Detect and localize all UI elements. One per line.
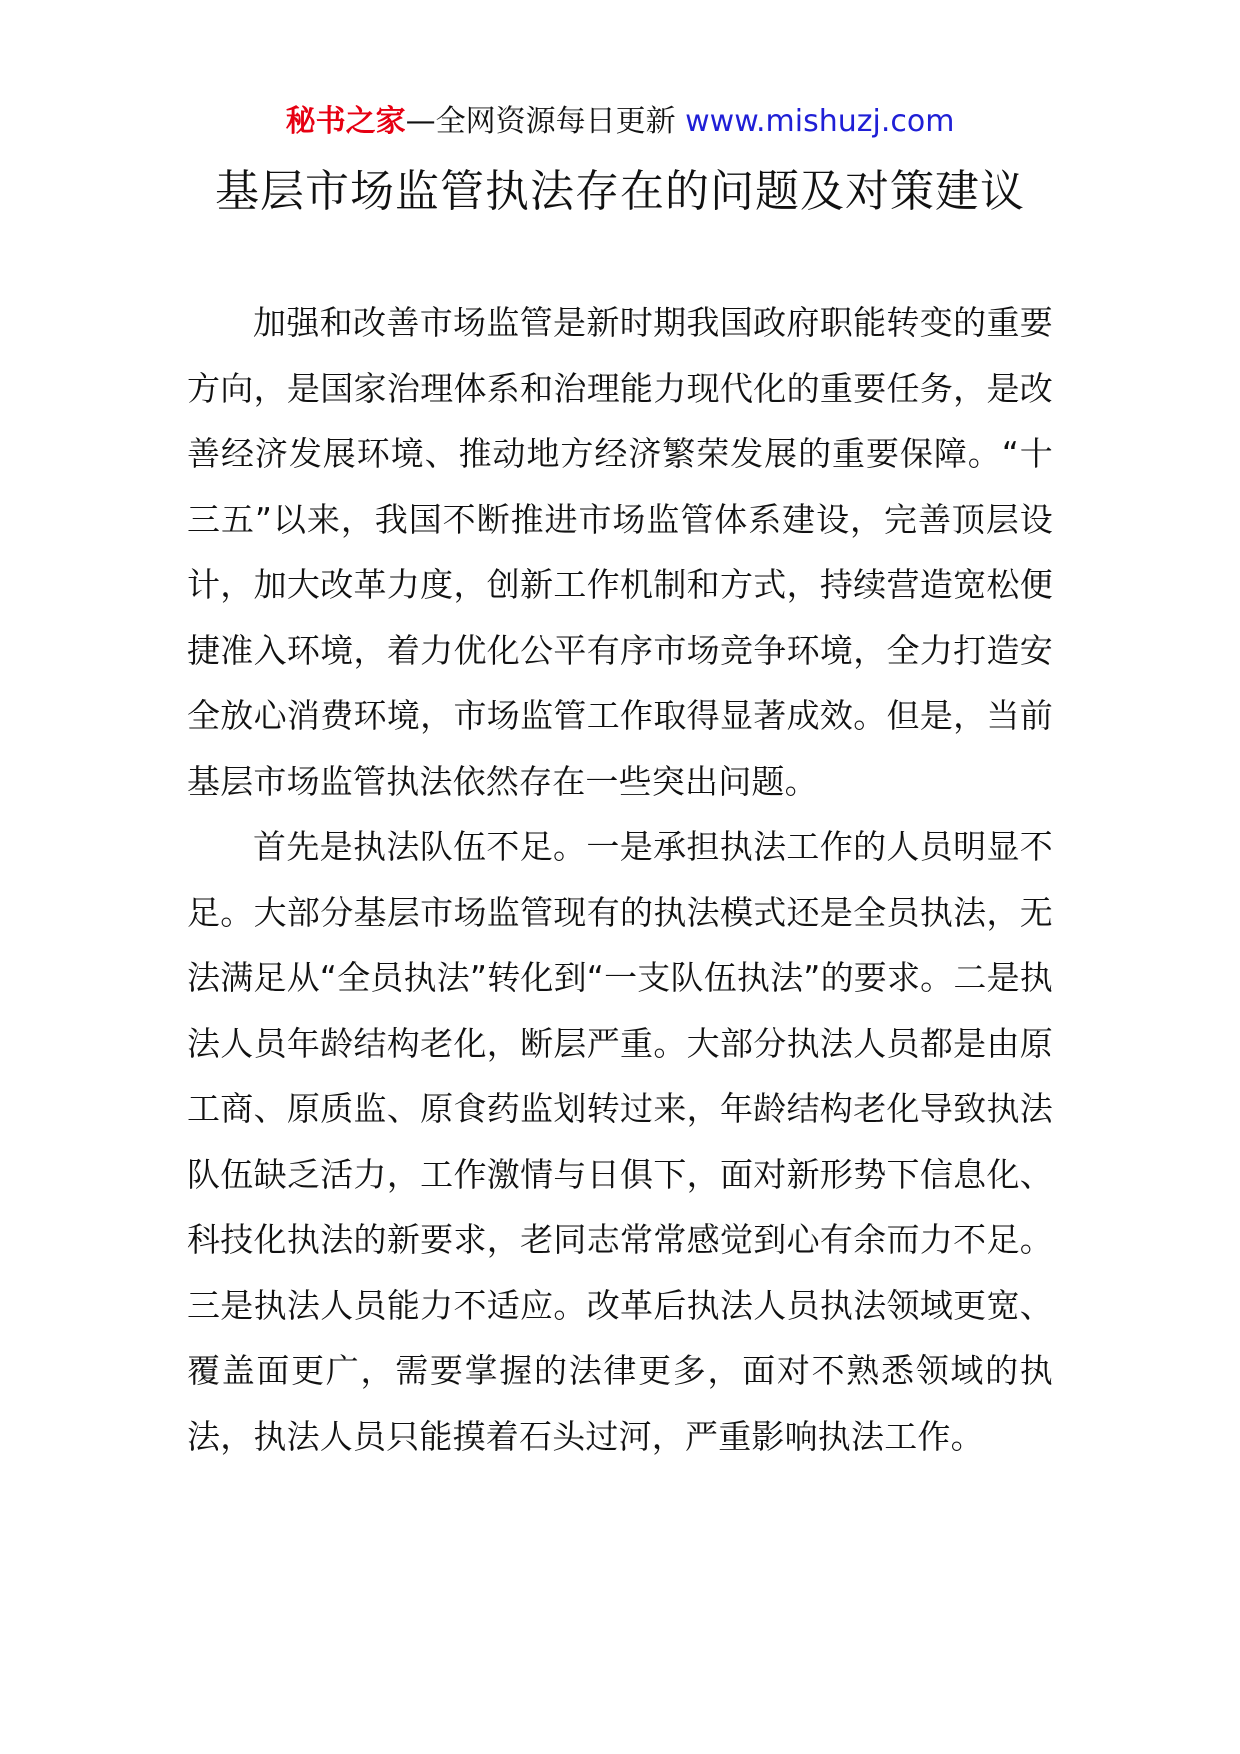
document-title: 基层市场监管执法存在的问题及对策建议 bbox=[215, 166, 1025, 217]
header-slogan: —全网资源每日更新 bbox=[405, 104, 686, 139]
site-link[interactable]: www.mishuzj.com bbox=[685, 104, 955, 139]
paragraph: 加强和改善市场监管是新时期我国政府职能转变的重要方向，是国家治理体系和治理能力现代化的重要任务，是改善经济发展环境、推动地方经济繁荣发展的重要保障。“十三五”以来，我国不断推进市场监管体系建设，完善顶层设计，加大改革力度，创新工作机制和方式，持续营造宽松便捷准入环境，着力优化公平有序市场竞争环境，全力打造安全放心消费环境，市场监管工作取得显著成效。但是，当前基层市场监管执法依然存在一些突出问题。 bbox=[187, 303, 1053, 801]
document-body bbox=[187, 290, 1053, 1469]
brand-name: 秘书之家 bbox=[285, 104, 406, 139]
site-header bbox=[0, 100, 1240, 144]
paragraph: 首先是执法队伍不足。一是承担执法工作的人员明显不足。大部分基层市场监管现有的执法模式还是全员执法，无法满足从“全员执法”转化到“一支队伍执法”的要求。二是执法人员年龄结构老化，断层严重。大部分执法人员都是由原工商、原质监、原食药监划转过来，年龄结构老化导致执法队伍缺乏活力，工作激情与日俱下，面对新形势下信息化、科技化执法的新要求，老同志常常感觉到心有余而力不足。三是执法人员能力不适应。改革后执法人员执法领域更宽、覆盖面更广，需要掌握的法律更多，面对不熟悉领域的执法，执法人员只能摸着石头过河，严重影响执法工作。 bbox=[187, 827, 1053, 1456]
